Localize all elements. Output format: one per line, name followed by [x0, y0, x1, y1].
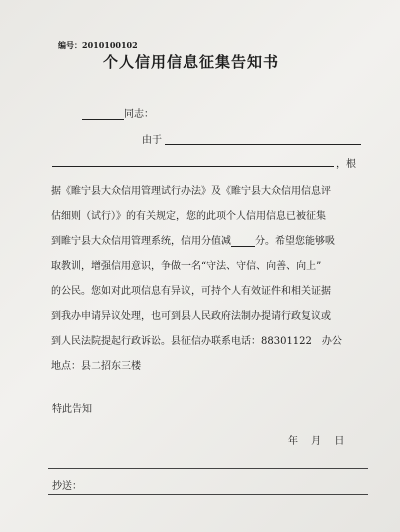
- body-line-8: 地点：县二招东三楼: [51, 361, 141, 372]
- basis-suffix: ，根: [336, 159, 356, 170]
- body-line-1: 据《睢宁县大众信用管理试行办法》及《睢宁县大众信用信息评: [51, 186, 331, 197]
- reason-label: 由于: [142, 135, 162, 146]
- score-suffix: 分。希望您能够吸: [255, 236, 335, 247]
- body-line-3: [51, 232, 335, 247]
- reason-blank-line-2: [52, 166, 334, 167]
- addressee-suffix: 同志：: [124, 109, 154, 120]
- score-blank: [231, 246, 255, 247]
- reason-blank-line: [165, 144, 361, 145]
- body-line-2: 估细则（试行）》的有关规定，您的此项个人信用信息已被征集: [51, 211, 326, 222]
- body-line-7: 到人民法院提起行政诉讼。县征信办联系电话：88301122 办公: [51, 336, 342, 347]
- body-line-6: 到我办申请异议处理，也可到县人民政府法制办提请行政复议或: [51, 311, 331, 322]
- date-line: 年 月 日: [288, 436, 345, 447]
- body-line-5: 的公民。您如对此项信息有异议，可持个人有效证件和相关证据: [51, 286, 331, 297]
- body-line-4: 取教训，增强信用意识，争做一名“守法、守信、向善、向上”: [51, 261, 322, 272]
- document-title: 个人信用信息征集告知书: [103, 53, 280, 71]
- addressee-blank: [82, 119, 124, 120]
- cc-bottom-rule: [48, 494, 368, 495]
- document-number: 编号：2010100102: [58, 40, 138, 50]
- cc-label: 抄送：: [52, 481, 82, 492]
- addressee-line: [82, 105, 154, 120]
- closing-text: 特此告知: [52, 404, 92, 415]
- body-line-3-text: 到睢宁县大众信用管理系统，信用分值减: [51, 236, 231, 247]
- cc-top-rule: [48, 468, 368, 469]
